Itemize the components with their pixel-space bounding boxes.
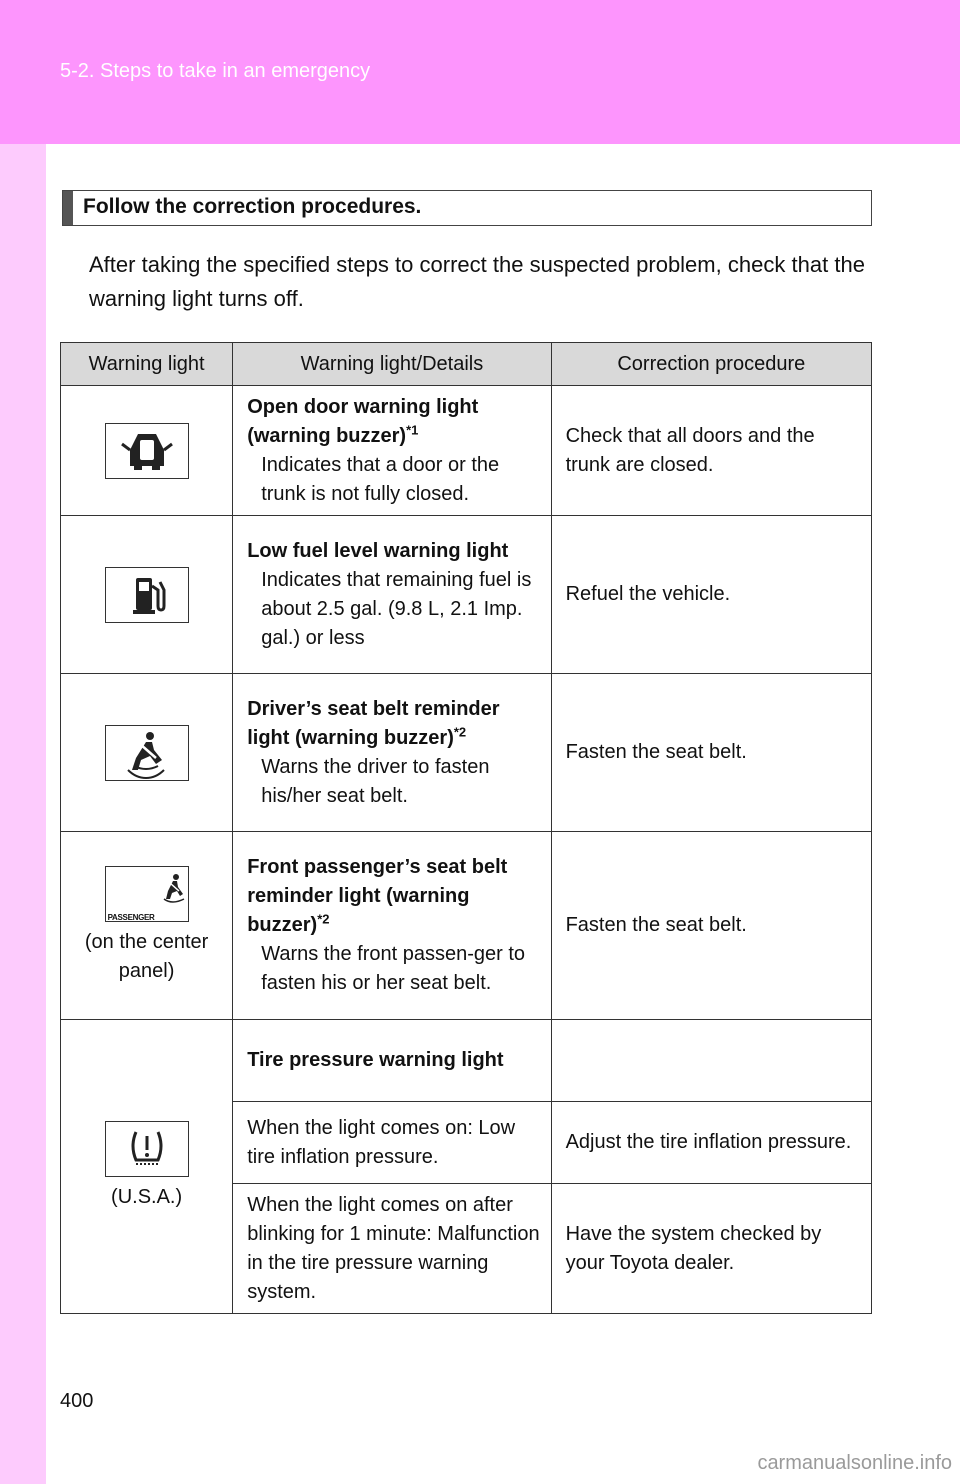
column-header: Warning light <box>61 343 233 386</box>
footnote-mark: *2 <box>317 911 330 927</box>
fuel-pump-icon <box>105 567 189 623</box>
footnote-mark: *2 <box>453 723 467 739</box>
icon-cell <box>61 832 233 1020</box>
table-row <box>61 1020 872 1102</box>
passenger-seat-belt-icon <box>105 866 189 922</box>
left-margin-band <box>0 144 46 1484</box>
table-row <box>61 386 872 516</box>
light-description: Warns the front passen-ger to fasten his or her seat belt. <box>261 943 526 994</box>
condition-cell: When the light comes on after blinking for 1 minute: Malfunction in the tire pressure warning system. <box>233 1184 551 1314</box>
correction-procedure <box>551 1020 871 1102</box>
detail-cell <box>233 1020 551 1102</box>
icon-cell <box>61 1020 233 1314</box>
icon-note: (U.S.A.) <box>111 1186 183 1208</box>
page-number: 400 <box>60 1390 94 1412</box>
tire-pressure-icon <box>105 1121 189 1177</box>
footnote-mark: *1 <box>406 421 419 437</box>
detail-cell <box>233 832 551 1020</box>
icon-cell <box>61 674 233 832</box>
section-heading: Follow the correction procedures. <box>83 195 422 218</box>
condition-cell: When the light comes on: Low tire inflation pressure. <box>233 1102 551 1184</box>
open-door-icon <box>105 423 189 479</box>
passenger-label: PASSENGER <box>107 912 155 922</box>
detail-cell <box>233 386 551 516</box>
correction-procedure: Adjust the tire inflation pressure. <box>551 1102 871 1184</box>
light-description: Warns the driver to fasten his/her seat belt. <box>261 755 490 807</box>
light-title: Driver’s seat belt reminder light (warning buzzer) <box>247 697 500 749</box>
column-header: Warning light/Details <box>233 343 551 386</box>
intro-paragraph: After taking the specified steps to correct the suspected problem, check that the warning light turns off. <box>89 252 865 311</box>
correction-procedure: Fasten the seat belt. <box>551 674 871 832</box>
icon-note: (on the center panel) <box>84 930 209 982</box>
light-description: Indicates that remaining fuel is about 2.5 gal. (9.8 L, 2.1 Imp. gal.) or less <box>261 568 532 649</box>
table-row <box>61 516 872 674</box>
detail-cell <box>233 516 551 674</box>
correction-procedure: Have the system checked by your Toyota dealer. <box>551 1184 871 1314</box>
icon-cell <box>61 386 233 516</box>
watermark: carmanualsonline.info <box>757 1452 952 1474</box>
seat-belt-icon <box>105 725 189 781</box>
light-description: Indicates that a door or the trunk is not fully closed. <box>261 453 500 505</box>
section-breadcrumb: 5-2. Steps to take in an emergency <box>60 60 371 82</box>
light-title: Low fuel level warning light <box>247 539 509 562</box>
table-row <box>61 674 872 832</box>
light-title: Front passenger’s seat belt reminder light (warning buzzer) <box>247 856 508 936</box>
detail-cell <box>233 674 551 832</box>
correction-procedure: Fasten the seat belt. <box>551 832 871 1020</box>
icon-cell <box>61 516 233 674</box>
correction-procedure: Refuel the vehicle. <box>551 516 871 674</box>
table-header-row <box>61 343 872 386</box>
warning-light-table <box>60 342 872 1314</box>
column-header: Correction procedure <box>551 343 871 386</box>
light-title: Tire pressure warning light <box>247 1049 504 1071</box>
light-title: Open door warning light (warning buzzer) <box>247 395 479 447</box>
section-heading-box <box>62 190 872 226</box>
table-row <box>61 832 872 1020</box>
heading-marker <box>63 191 73 225</box>
correction-procedure: Check that all doors and the trunk are closed. <box>551 386 871 516</box>
